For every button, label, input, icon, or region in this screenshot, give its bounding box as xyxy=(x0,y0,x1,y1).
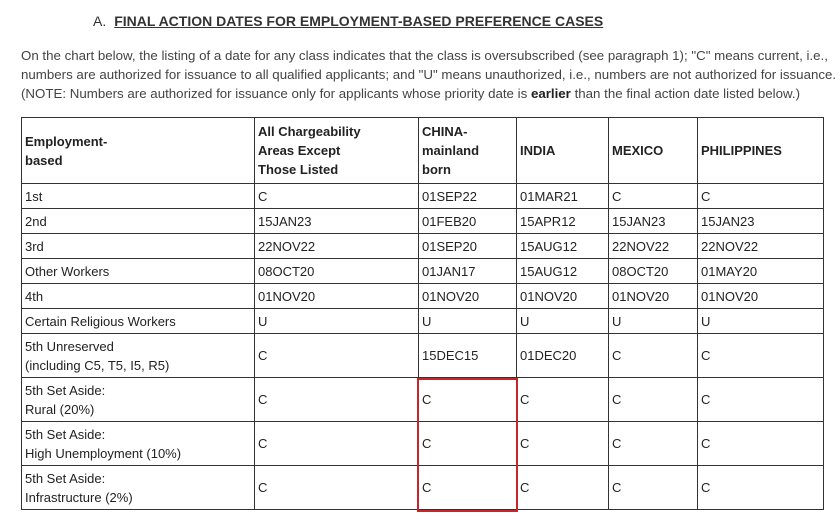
header-philippines: PHILIPPINES xyxy=(698,118,824,184)
cell-mexico: 01NOV20 xyxy=(609,284,698,309)
cell-philippines: 22NOV22 xyxy=(698,234,824,259)
header-china: CHINA- mainland born xyxy=(419,118,517,184)
row-category: Certain Religious Workers xyxy=(22,309,255,334)
cell-philippines: C xyxy=(698,422,824,466)
table-row xyxy=(22,378,824,422)
cell-china: 01SEP20 xyxy=(419,234,517,259)
intro-line-3-pre: (NOTE: Numbers are authorized for issuance only for applicants whose priority date is xyxy=(21,86,531,101)
cell-china: 01NOV20 xyxy=(419,284,517,309)
cell-india: C xyxy=(517,422,609,466)
cell-india: C xyxy=(517,378,609,422)
cell-philippines: C xyxy=(698,184,824,209)
intro-paragraph xyxy=(21,46,837,103)
cell-mexico: 22NOV22 xyxy=(609,234,698,259)
table-row xyxy=(22,284,824,309)
cell-philippines: 01NOV20 xyxy=(698,284,824,309)
cell-china: C xyxy=(419,378,517,422)
header-all-chargeability: All Chargeability Areas Except Those Listed xyxy=(255,118,419,184)
row-category: 3rd xyxy=(22,234,255,259)
cell-all-chargeability: 08OCT20 xyxy=(255,259,419,284)
table-row xyxy=(22,234,824,259)
cell-philippines: C xyxy=(698,466,824,510)
row-category: 1st xyxy=(22,184,255,209)
intro-line-3-post: than the final action date listed below.) xyxy=(570,86,801,101)
cell-china: 01JAN17 xyxy=(419,259,517,284)
cell-philippines: C xyxy=(698,378,824,422)
section-title: FINAL ACTION DATES FOR EMPLOYMENT-BASED PREFERENCE CASES xyxy=(114,13,604,29)
table-row xyxy=(22,334,824,378)
row-category: 4th xyxy=(22,284,255,309)
section-letter: A. xyxy=(93,13,107,29)
intro-line-2: numbers are authorized for issuance to all qualified applicants; and "U" means unauthorized, i.e., numbers are not authorized for issuance. xyxy=(21,67,837,82)
row-category: 2nd xyxy=(22,209,255,234)
cell-mexico: 08OCT20 xyxy=(609,259,698,284)
intro-line-3 xyxy=(21,84,833,103)
row-category: 5th Set Aside: Infrastructure (2%) xyxy=(22,466,255,510)
cell-china: 01FEB20 xyxy=(419,209,517,234)
cell-china: C xyxy=(419,422,517,466)
row-category: 5th Set Aside: High Unemployment (10%) xyxy=(22,422,255,466)
cell-china: 15DEC15 xyxy=(419,334,517,378)
table-row xyxy=(22,309,824,334)
cell-china: 01SEP22 xyxy=(419,184,517,209)
row-category: 5th Set Aside: Rural (20%) xyxy=(22,378,255,422)
header-india: INDIA xyxy=(517,118,609,184)
row-category: 5th Unreserved (including C5, T5, I5, R5) xyxy=(22,334,255,378)
cell-philippines: 15JAN23 xyxy=(698,209,824,234)
table-row xyxy=(22,184,824,209)
cell-all-chargeability: U xyxy=(255,309,419,334)
cell-philippines: C xyxy=(698,334,824,378)
cell-india: 15APR12 xyxy=(517,209,609,234)
final-action-dates-table xyxy=(21,117,824,510)
cell-all-chargeability: 22NOV22 xyxy=(255,234,419,259)
cell-all-chargeability: C xyxy=(255,466,419,510)
section-heading xyxy=(93,13,603,29)
table-row xyxy=(22,259,824,284)
cell-india: 01DEC20 xyxy=(517,334,609,378)
cell-all-chargeability: C xyxy=(255,378,419,422)
intro-line-1: On the chart below, the listing of a date for any class indicates that the class is oversubscribed (see paragraph 1); "C" means current, i.e., xyxy=(21,48,828,63)
cell-philippines: 01MAY20 xyxy=(698,259,824,284)
cell-mexico: C xyxy=(609,422,698,466)
cell-all-chargeability: C xyxy=(255,422,419,466)
table-row xyxy=(22,209,824,234)
table-row xyxy=(22,466,824,510)
cell-china: U xyxy=(419,309,517,334)
cell-philippines: U xyxy=(698,309,824,334)
cell-all-chargeability: C xyxy=(255,334,419,378)
cell-all-chargeability: 01NOV20 xyxy=(255,284,419,309)
cell-mexico: U xyxy=(609,309,698,334)
cell-india: C xyxy=(517,466,609,510)
cell-india: U xyxy=(517,309,609,334)
cell-mexico: 15JAN23 xyxy=(609,209,698,234)
intro-emphasis: earlier xyxy=(530,86,571,101)
header-employment-based: Employment- based xyxy=(22,118,255,184)
cell-mexico: C xyxy=(609,334,698,378)
cell-mexico: C xyxy=(609,378,698,422)
cell-all-chargeability: 15JAN23 xyxy=(255,209,419,234)
cell-mexico: C xyxy=(609,466,698,510)
cell-china: C xyxy=(419,466,517,510)
cell-mexico: C xyxy=(609,184,698,209)
cell-all-chargeability: C xyxy=(255,184,419,209)
cell-india: 15AUG12 xyxy=(517,259,609,284)
header-mexico: MEXICO xyxy=(609,118,698,184)
table-header-row xyxy=(22,118,824,184)
row-category: Other Workers xyxy=(22,259,255,284)
cell-india: 15AUG12 xyxy=(517,234,609,259)
cell-india: 01MAR21 xyxy=(517,184,609,209)
table-row xyxy=(22,422,824,466)
cell-india: 01NOV20 xyxy=(517,284,609,309)
